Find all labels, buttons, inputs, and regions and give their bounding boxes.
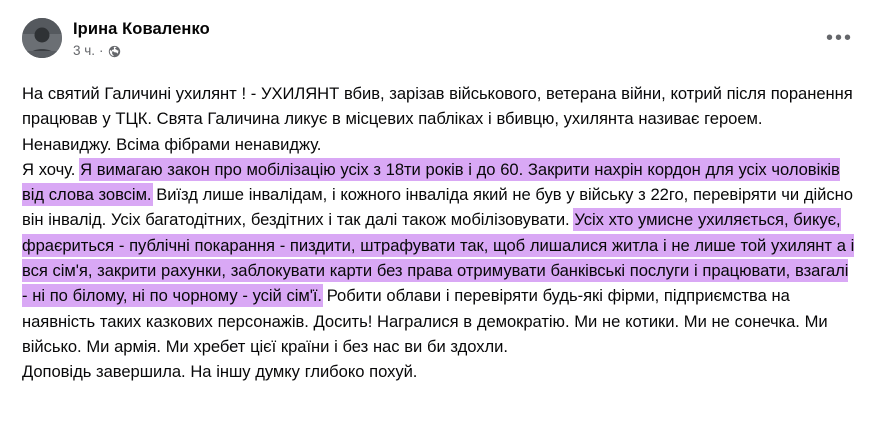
post-text-segment-2: Я хочу. bbox=[22, 159, 81, 179]
post-body bbox=[22, 81, 855, 385]
post-text-segment-1: На святий Галичині ухилянт ! - УХИЛЯНТ вбив, зарізав військового, ветерана війни, котрий після поранення працював у ТЦК. Свята Галичина ликує в місцевих пабліках і вбивцю, ухилянта називає героем. Ненавиджу. Всіма фібрами ненавиджу. bbox=[22, 84, 853, 154]
post-meta bbox=[73, 43, 210, 59]
avatar[interactable] bbox=[22, 18, 62, 58]
more-options-icon[interactable]: ••• bbox=[825, 27, 853, 49]
post-header bbox=[22, 18, 855, 76]
post-text-segment-4: Робити облави і перевіряти будь-які фірми, підприємства на наявність таких казкових персонажів. Досить! Награлися в демократію. Ми не котики. Ми не сонечка. Ми військо. Ми армія. Ми хребет цієї країни і без нас ви би здохли. bbox=[22, 286, 828, 356]
post-text-highlight-1: Я вимагаю закон про мобілізацію усіх з 18ти років і до 60. Закрити нахрін кордон для усіх чоловіків від слова зовсім. bbox=[22, 159, 840, 205]
post-text-highlight-2: Усіх хто умисне ухиляється, бикує, фраєриться - публічні покарання - пиздити, штрафувати так, щоб лишалися житла і не лише той ухилянт а і вся сім'я, закрити рахунки, заблокувати карти без права отримувати банківські послуги і працювати, взагалі - ні по білому, ні по чорному - усій сім'ї. bbox=[22, 210, 855, 306]
avatar-placeholder-icon bbox=[22, 18, 62, 58]
post-header-text bbox=[73, 18, 210, 59]
post-timestamp[interactable]: 3 ч. bbox=[73, 43, 96, 58]
post-text-segment-5: Доповідь завершила. На іншу думку глибоко похуй. bbox=[22, 362, 418, 382]
author-name[interactable]: Ірина Коваленко bbox=[73, 20, 210, 38]
meta-separator: · bbox=[99, 43, 104, 58]
globe-icon[interactable] bbox=[108, 45, 121, 58]
post-text-segment-3: Виїзд лише інвалідам, і кожного інваліда який не був у війську з 22го, перевіряти чи дійсно він інвалід. Усіх багатодітних, бездітних і так далі також мобілізовувати. bbox=[22, 185, 853, 230]
